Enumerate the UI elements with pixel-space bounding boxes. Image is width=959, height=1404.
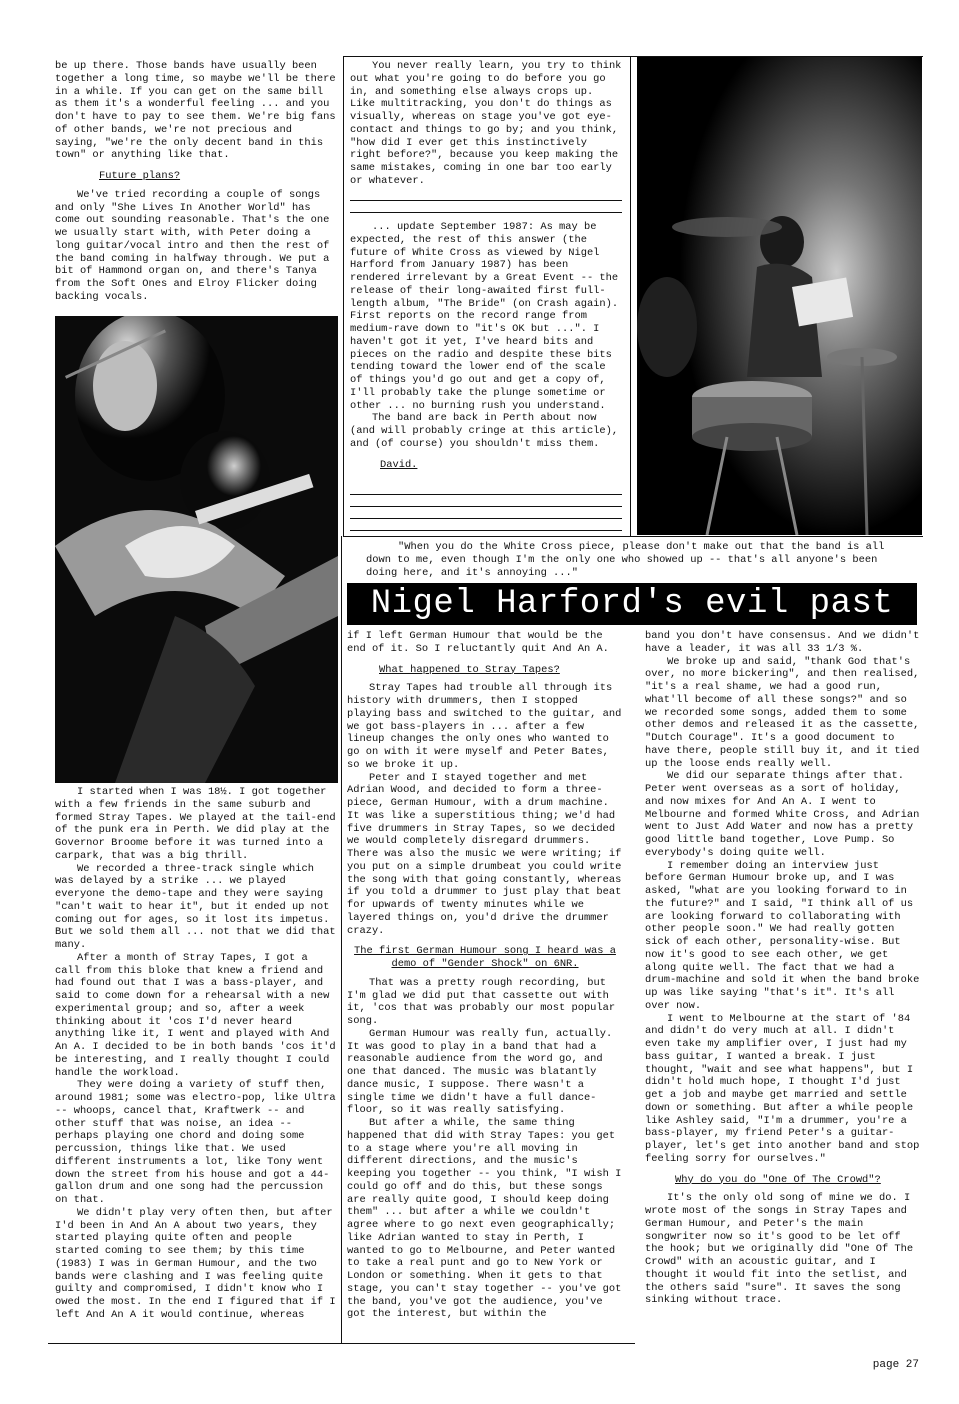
paragraph: The band are back in Perth about now (and will probably cringe at this article), and (of course) you shouldn't miss them. (350, 412, 619, 450)
paragraph: We broke up and said, "thank God that's over, no more bickering", and then realised, "it's a real shame, we had a good run, what'll become of all these songs?" and so we recorded some songs, added them to some other demos and released it as the cassette, "Dutch Courage". It's a good document to have there, people still buy it, and it tied up the loose ends really well. (645, 655, 920, 770)
divider (350, 200, 622, 201)
paragraph: I started when I was 18½. I got together with a few friends in the same suburb and formed Stray Tapes. We played at the tail-end of the punk era in Perth. We did play at the Governor Broome before it was turned into a carpark, that was a big thrill. (55, 786, 336, 862)
paragraph: We did our separate things after that. Peter went overseas as a sort of holiday, and now mixes for And An A. I went to Melbourne and formed White Cross, and Adrian went to Just Add Water and now has a pretty good little band together, Love Pump. So everybody's doing quite well. (645, 770, 920, 859)
frame-line (341, 536, 342, 1344)
top-left-column (55, 60, 338, 304)
update-note (350, 221, 622, 471)
page-number: page 27 (872, 1359, 919, 1371)
divider (350, 494, 622, 495)
frame-line (630, 56, 631, 536)
paragraph: ... update September 1987: As may be expected, the rest of this answer (the future of White Cross as viewed by Nigel Harford from January 1987) has been rendered irrelevant by a Great Event -- the release of their long-awaited first full-length album, "The Bride" (on Crash again). First reports on the record range from medium-rave down to "it's OK but ...". I haven't got it yet, I've heard bits and pieces on the radio and despite these bits tending toward the lower end of the scale of things you'd go out and get a copy of, I'll probably take the plunge sometime or other ... no burning rush you understand. (350, 221, 619, 412)
bottom-right-column (645, 630, 920, 1307)
paragraph: German Humour was really fun, actually. It was good to play in a band that had a reasonable audience from the word go, and one that danced. The music was blatantly dance music, I suppose. There wasn't a single time we didn't have a full dance-floor, so it was really satisfying. (347, 1027, 613, 1117)
paragraph: It's the only old song of mine we do. I wrote most of the songs in Stray Tapes and German Humour, and Peter's the main songwriter now so it's good to be let off the hook; but we originally did "One Of The Crowd" with an acoustic guitar, and I thought it would fit into the setlist, and the others said "sure". It saves the song sinking without trace. (645, 1192, 914, 1307)
paragraph: But after a while, the same thing happened that did with Stray Tapes: you get to a stage where you're all moving in different directions, and the music's keeping you together -- you think, "I wish I could go off and do this, but these songs are really quite good, I should keep doing them" ... but after a while we couldn't agree where to go next even geographically; like Adrian wanted to stay in Perth, I wanted to go to Melbourne, and Peter wanted to take a real punt and go to New York or London or something. When it gets to that stage, you can't stay together -- you've got the band, you've got the audience, you've got the interest, but within the (347, 1117, 622, 1321)
section-heading: Why do you do "One Of The Crowd"? (675, 1173, 881, 1186)
pull-quote: "When you do the White Cross piece, please don't make out that the band is all down to me, even though I'm the only one who showed up -- that's all anyone's been doing here, and it's annoying ..." (366, 541, 885, 579)
drummer-photo (637, 57, 922, 535)
divider (350, 530, 622, 531)
paragraph: if I left German Humour that would be the end of it. So I reluctantly quit And An A. (347, 630, 609, 655)
paragraph: Peter and I stayed together and met Adrian Wood, and decided to form a three-piece, German Humour, with a drum machine. It was like a superstitious thing; we'd had five drummers in Stray Tapes, so we decided we would completely disregard drummers. There was also the music we were writing; if you put on a simple drumbeat you could write the song with that going constantly, whereas if you told a drummer to just play that beat for upwards of twenty minutes while we layered things on, you'd drive the drummer crazy. (347, 771, 622, 937)
paragraph: After a month of Stray Tapes, I got a call from this bloke that knew a friend and had found out that I was a bass-player, and said to come down for a rehearsal with a new experimental group; and so, after a week thinking about it 'cos I'd never heard anything like it, I went and played with And An A. I decided to be in both bands 'cos it'd be interesting, and I really thought I could handle the workload. (55, 951, 336, 1079)
paragraph: You never really learn, you try to think out what you're going to do before you go in, and something else always crops up. Like multitracking, you don't do things as visually, whereas on stage you've got eye-contact and things to go by; and you think, "how did I ever get this instinctively right before?", because you keep making the same mistakes, coming in one bar too early or whatever. (350, 60, 622, 187)
divider (350, 212, 622, 213)
guitarist-photo (55, 316, 338, 783)
frame-line (48, 1343, 635, 1344)
frame-line (343, 536, 923, 537)
bottom-middle-column (347, 630, 623, 1321)
bottom-left-column (55, 786, 338, 1322)
paragraph: We didn't play very often then, but after I'd been in And An A about two years, they started playing quite often and people started coming to see them; by this time (1983) I was in German Humour, and the two bands were clashing and I was feeling quite guilty and compromised, I didn't know who I owed the most. In the end I figured that if I left And An A it would continue, whereas (55, 1206, 336, 1321)
guitarist-photo-image (55, 316, 338, 783)
paragraph: We've tried recording a couple of songs and only "She Lives In Another World" has come out sounding reasonable. That's the one we usually start with, with Peter doing a long guitar/vocal intro and then the rest of the band coming in halfway through. We put a bit of Hammond organ on, and there's Tanya from the Soft Ones and Elroy Flicker doing backing vocals. (55, 188, 330, 303)
paragraph: I went to Melbourne at the start of '84 and didn't do very much at all. I didn't even take my amplifier over, I just had my bass guitar, I wanted a break. I just thought, "wait and see what happens", but I didn't hold much hope, I thought I'd just get a job and maybe get married and settle down or something. But after a while people like Ashley said, "I'm a drummer, you're a bass-player, my friend Peter's a guitar-player, let's get into another band and stop feeling sorry for ourselves." (645, 1012, 920, 1165)
section-heading: Future plans? (99, 170, 181, 182)
divider (350, 506, 622, 507)
article-title: Nigel Harford's evil past (347, 583, 917, 625)
divider (350, 518, 622, 519)
paragraph: I remember doing an interview just before German Humour broke up, and I was asked, "what are you looking forward to in the future?" and I said, "I think all of us are looking forward to collaborating with other people soon." We had really gotten sick of each other, personality-wise. But now it's good to see each other, we get along quite well. The fact that we had a drum-machine and sold it when the band broke up was like saying "that's it". It's all over now. (645, 859, 920, 1012)
paragraph: be up there. Those bands have usually been together a long time, so maybe we'll be there in a while. If you can get on the same bill as them it's a wonderful feeling ... and you don't have to pay to see them. We're big fans of other bands, we're not precious and saying, "we're the only decent band in this town" or anything like that. (55, 60, 336, 162)
top-middle-column (350, 60, 622, 188)
section-heading: What happened to Stray Tapes? (379, 663, 560, 676)
paragraph: band you don't have consensus. And we didn't have a leader, it was all 33 1/3 %. (645, 630, 920, 655)
frame-line (343, 56, 344, 536)
paragraph: They were doing a variety of stuff then, around 1981; some was electro-pop, like Ultra -- whoops, cancel that, Kraftwerk -- and other stuff that was noise, an idea -- perhaps playing one chord and doing some percussion, things like that. We used different instruments a lot, like Tony went down the street from his house and got a 44-gallon drum and one song had the percussion on that. (55, 1079, 336, 1206)
signature: David. (380, 458, 418, 471)
drummer-photo-image (637, 57, 922, 535)
paragraph: That was a pretty rough recording, but I'm glad we did put that cassette out with it, 'cos that was probably our most popular song. (347, 976, 616, 1027)
paragraph: Stray Tapes had trouble all through its history with drummers, then I stopped playing bass and switched to the guitar, and we got bass-players in ... after a few lineup changes the only ones who wanted to go on with it were myself and Peter Bates, so we broke it up. (347, 682, 622, 771)
paragraph: We recorded a three-track single which was delayed by a strike ... we played everyone the demo-tape and they were saying "can't wait to hear it", but it ended up not coming out for ages, so it lost its impetus. But we sold them all ... not that we did that many. (55, 862, 336, 951)
section-heading: The first German Humour song I heard was a demo of "Gender Shock" on 6NR. (354, 945, 616, 970)
